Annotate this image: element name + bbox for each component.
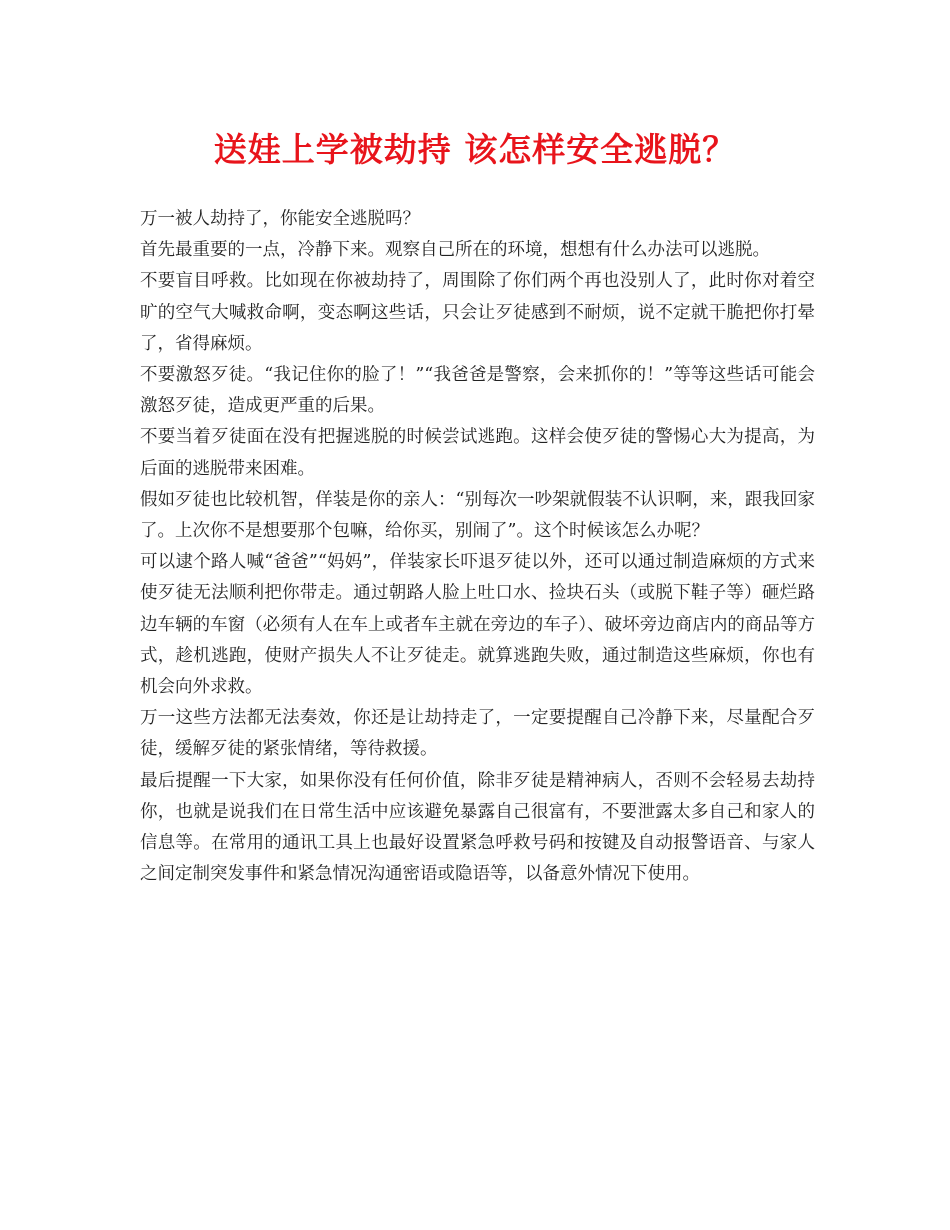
paragraph-3: 不要盲目呼救。比如现在你被劫持了，周围除了你们两个再也没别人了，此时你对着空旷的空气大喊救命啊，变态啊这些话，只会让歹徒感到不耐烦，说不定就干脆把你打晕了，省得麻烦。 (140, 271, 815, 354)
paragraph-6: 假如歹徒也比较机智，佯装是你的亲人：“别每次一吵架就假装不认识啊，来，跟我回家了。上次你不是想要那个包嘛，给你买，别闹了”。这个时候该怎么办呢？ (140, 489, 815, 542)
paragraph-4: 不要激怒歹徒。“我记住你的脸了！”“我爸爸是警察，会来抓你的！”等等这些话可能会激怒歹徒，造成更严重的后果。 (140, 365, 815, 417)
document-body (140, 204, 815, 890)
paragraph-1: 万一被人劫持了，你能安全逃脱吗？ (140, 209, 420, 229)
paragraph-9: 最后提醒一下大家，如果你没有任何价值，除非歹徒是精神病人，否则不会轻易去劫持你，也就是说我们在日常生活中应该避免暴露自己很富有，不要泄露太多自己和家人的信息等。在常用的通讯工具上也最好设置紧急呼救号码和按键及自动报警语音、与家人之间定制突发事件和紧急情况沟通密语或隐语等，以备意外情况下使用。 (140, 770, 815, 885)
paragraph-7: 可以逮个路人喊“爸爸”“妈妈”，佯装家长吓退歹徒以外，还可以通过制造麻烦的方式来使歹徒无法顺利把你带走。通过朝路人脸上吐口水、捡块石头（或脱下鞋子等）砸烂路边车辆的车窗（必须有人在车上或者车主就在旁边的车子）、破坏旁边商店内的商品等方式，趁机逃跑，使财产损失人不让歹徒走。就算逃跑失败，通过制造这些麻烦，你也有机会向外求救。 (140, 552, 815, 698)
document-title: 送娃上学被劫持 该怎样安全逃脱？ (213, 130, 737, 169)
paragraph-2: 首先最重要的一点，冷静下来。观察自己所在的环境，想想有什么办法可以逃脱。 (140, 240, 770, 261)
paragraph-5: 不要当着歹徒面在没有把握逃脱的时候尝试逃跑。这样会使歹徒的警惕心大为提高，为后面的逃脱带来困难。 (140, 427, 815, 479)
paragraph-8: 万一这些方法都无法奏效，你还是让劫持走了，一定要提醒自己冷静下来，尽量配合歹徒，缓解歹徒的紧张情绪，等待救援。 (140, 708, 815, 760)
